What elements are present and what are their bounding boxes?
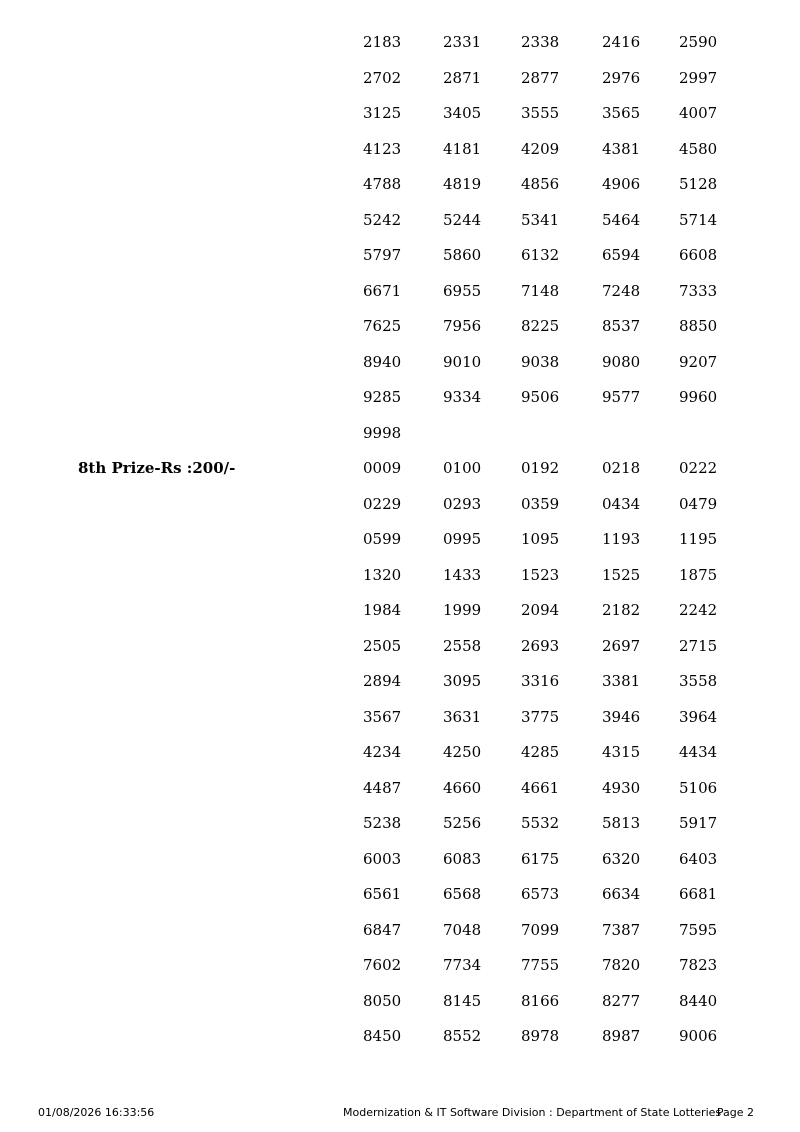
ticket-number: 4250	[443, 743, 482, 761]
ticket-number: 5917	[679, 814, 718, 832]
ticket-number: 2182	[602, 601, 641, 619]
ticket-number: 7625	[363, 317, 402, 335]
ticket-number: 0293	[443, 494, 482, 513]
ticket-number: 7820	[602, 956, 641, 974]
ticket-number: 6847	[363, 920, 402, 939]
ticket-number: 5256	[443, 814, 482, 832]
ticket-number: 7148	[521, 281, 560, 300]
ticket-number: 8225	[521, 317, 560, 335]
ticket-number: 9577	[602, 388, 641, 406]
winning-numbers-grid	[0, 33, 800, 459]
ticket-number: 6608	[679, 246, 718, 264]
number-row	[0, 814, 800, 850]
number-row	[0, 601, 800, 637]
ticket-number: 5860	[443, 246, 482, 264]
ticket-number: 4234	[363, 743, 402, 761]
ticket-number: 6132	[521, 246, 560, 264]
ticket-number: 3775	[521, 707, 560, 726]
number-row	[0, 708, 800, 744]
ticket-number: 7387	[602, 920, 641, 939]
ticket-number: 2976	[602, 68, 641, 87]
ticket-number: 5242	[363, 210, 402, 229]
ticket-number: 9960	[679, 388, 718, 406]
ticket-number: 6003	[363, 849, 402, 868]
ticket-number: 6175	[521, 849, 560, 868]
ticket-number: 3095	[443, 672, 482, 690]
ticket-number: 5341	[521, 210, 560, 229]
ticket-number: 2877	[521, 68, 560, 87]
number-row	[0, 921, 800, 957]
ticket-number: 4209	[521, 139, 560, 158]
ticket-number: 2331	[443, 33, 482, 51]
ticket-number: 2997	[679, 68, 718, 87]
ticket-number: 6561	[363, 885, 402, 903]
ticket-number: 5813	[602, 814, 641, 832]
ticket-number: 3555	[521, 104, 560, 122]
ticket-number: 8166	[521, 991, 560, 1010]
ticket-number: 3631	[443, 707, 482, 726]
number-row	[0, 317, 800, 353]
ticket-number: 1320	[363, 565, 402, 584]
number-row	[0, 1027, 800, 1063]
ticket-number: 2183	[363, 33, 402, 51]
ticket-number: 4007	[679, 104, 718, 122]
ticket-number: 3381	[602, 672, 641, 690]
ticket-number: 8145	[443, 991, 482, 1010]
ticket-number: 5238	[363, 814, 402, 832]
ticket-number: 3558	[679, 672, 718, 690]
number-row	[0, 850, 800, 886]
ticket-number: 3405	[443, 104, 482, 122]
number-row	[0, 956, 800, 992]
ticket-number: 3567	[363, 707, 402, 726]
number-row	[0, 672, 800, 708]
ticket-number: 5106	[679, 778, 718, 797]
ticket-number: 4906	[602, 175, 641, 193]
ticket-number: 6634	[602, 885, 641, 903]
winning-numbers-grid	[0, 459, 800, 1063]
ticket-number: 0479	[679, 494, 718, 513]
ticket-number: 0192	[521, 459, 560, 477]
number-row	[0, 211, 800, 247]
ticket-number: 2871	[443, 68, 482, 87]
ticket-number: 9334	[443, 388, 482, 406]
ticket-number: 5714	[679, 210, 718, 229]
ticket-number: 2590	[679, 33, 718, 51]
ticket-number: 1095	[521, 530, 560, 548]
ticket-number: 7333	[679, 281, 718, 300]
ticket-number: 6083	[443, 849, 482, 868]
ticket-number: 4123	[363, 139, 402, 158]
number-row	[0, 388, 800, 424]
print-timestamp: 01/08/2026 16:33:56	[38, 1106, 155, 1119]
ticket-number: 2505	[363, 636, 402, 655]
number-row	[0, 424, 800, 460]
number-row	[0, 69, 800, 105]
ticket-number: 0009	[363, 459, 402, 477]
ticket-number: 4660	[443, 778, 482, 797]
number-row	[0, 175, 800, 211]
number-row	[0, 637, 800, 673]
number-row	[0, 779, 800, 815]
ticket-number: 4487	[363, 778, 402, 797]
ticket-number: 7956	[443, 317, 482, 335]
ticket-number: 6671	[363, 281, 402, 300]
ticket-number: 2558	[443, 636, 482, 655]
ticket-number: 3565	[602, 104, 641, 122]
ticket-number: 0359	[521, 494, 560, 513]
number-row	[0, 104, 800, 140]
ticket-number: 8277	[602, 991, 641, 1010]
number-row	[0, 495, 800, 531]
ticket-number: 4434	[679, 743, 718, 761]
ticket-number: 9080	[602, 352, 641, 371]
ticket-number: 6594	[602, 246, 641, 264]
ticket-number: 4315	[602, 743, 641, 761]
ticket-number: 2894	[363, 672, 402, 690]
organization-name: Modernization & IT Software Division : Department of State Lotteries	[343, 1106, 722, 1119]
ticket-number: 0229	[363, 494, 402, 513]
ticket-number: 7099	[521, 920, 560, 939]
ticket-number: 0218	[602, 459, 641, 477]
ticket-number: 4580	[679, 139, 718, 158]
prize-title: 8th Prize-Rs :200/-	[78, 459, 236, 477]
number-row	[0, 33, 800, 69]
ticket-number: 7248	[602, 281, 641, 300]
number-row	[0, 282, 800, 318]
ticket-number: 0222	[679, 459, 718, 477]
number-row	[0, 885, 800, 921]
ticket-number: 6681	[679, 885, 718, 903]
ticket-number: 5244	[443, 210, 482, 229]
ticket-number: 6320	[602, 849, 641, 868]
ticket-number: 8978	[521, 1027, 560, 1045]
ticket-number: 3946	[602, 707, 641, 726]
ticket-number: 8450	[363, 1027, 402, 1045]
ticket-number: 4856	[521, 175, 560, 193]
ticket-number: 2416	[602, 33, 641, 51]
ticket-number: 8552	[443, 1027, 482, 1045]
ticket-number: 1525	[602, 565, 641, 584]
ticket-number: 3316	[521, 672, 560, 690]
ticket-number: 8850	[679, 317, 718, 335]
ticket-number: 2242	[679, 601, 718, 619]
ticket-number: 9010	[443, 352, 482, 371]
ticket-number: 5128	[679, 175, 718, 193]
ticket-number: 8440	[679, 991, 718, 1010]
ticket-number: 8987	[602, 1027, 641, 1045]
ticket-number: 6573	[521, 885, 560, 903]
ticket-number: 2094	[521, 601, 560, 619]
ticket-number: 6955	[443, 281, 482, 300]
ticket-number: 9006	[679, 1027, 718, 1045]
ticket-number: 9207	[679, 352, 718, 371]
ticket-number: 5532	[521, 814, 560, 832]
ticket-number: 6403	[679, 849, 718, 868]
ticket-number: 1875	[679, 565, 718, 584]
ticket-number: 6568	[443, 885, 482, 903]
ticket-number: 7048	[443, 920, 482, 939]
number-row	[0, 459, 800, 495]
ticket-number: 3125	[363, 104, 402, 122]
ticket-number: 0599	[363, 530, 402, 548]
ticket-number: 4381	[602, 139, 641, 158]
ticket-number: 4285	[521, 743, 560, 761]
number-row	[0, 353, 800, 389]
ticket-number: 9998	[363, 423, 402, 442]
number-row	[0, 246, 800, 282]
ticket-number: 1984	[363, 601, 402, 619]
ticket-number: 0100	[443, 459, 482, 477]
ticket-number: 9285	[363, 388, 402, 406]
page-footer	[0, 1106, 800, 1122]
ticket-number: 1195	[679, 530, 718, 548]
ticket-number: 2702	[363, 68, 402, 87]
ticket-number: 2715	[679, 636, 718, 655]
number-row	[0, 530, 800, 566]
ticket-number: 8050	[363, 991, 402, 1010]
ticket-number: 0434	[602, 494, 641, 513]
ticket-number: 1193	[602, 530, 641, 548]
ticket-number: 4788	[363, 175, 402, 193]
ticket-number: 7755	[521, 956, 560, 974]
ticket-number: 7823	[679, 956, 718, 974]
ticket-number: 5797	[363, 246, 402, 264]
ticket-number: 1999	[443, 601, 482, 619]
ticket-number: 4819	[443, 175, 482, 193]
ticket-number: 7734	[443, 956, 482, 974]
ticket-number: 1523	[521, 565, 560, 584]
ticket-number: 7595	[679, 920, 718, 939]
ticket-number: 4661	[521, 778, 560, 797]
ticket-number: 9038	[521, 352, 560, 371]
ticket-number: 1433	[443, 565, 482, 584]
ticket-number: 5464	[602, 210, 641, 229]
ticket-number: 2693	[521, 636, 560, 655]
ticket-number: 8537	[602, 317, 641, 335]
ticket-number: 2697	[602, 636, 641, 655]
ticket-number: 3964	[679, 707, 718, 726]
number-row	[0, 566, 800, 602]
number-row	[0, 743, 800, 779]
ticket-number: 4930	[602, 778, 641, 797]
ticket-number: 0995	[443, 530, 482, 548]
ticket-number: 2338	[521, 33, 560, 51]
page-number: Page 2	[716, 1106, 754, 1119]
ticket-number: 4181	[443, 139, 482, 158]
ticket-number: 8940	[363, 352, 402, 371]
ticket-number: 9506	[521, 388, 560, 406]
number-row	[0, 140, 800, 176]
ticket-number: 7602	[363, 956, 402, 974]
number-row	[0, 992, 800, 1028]
